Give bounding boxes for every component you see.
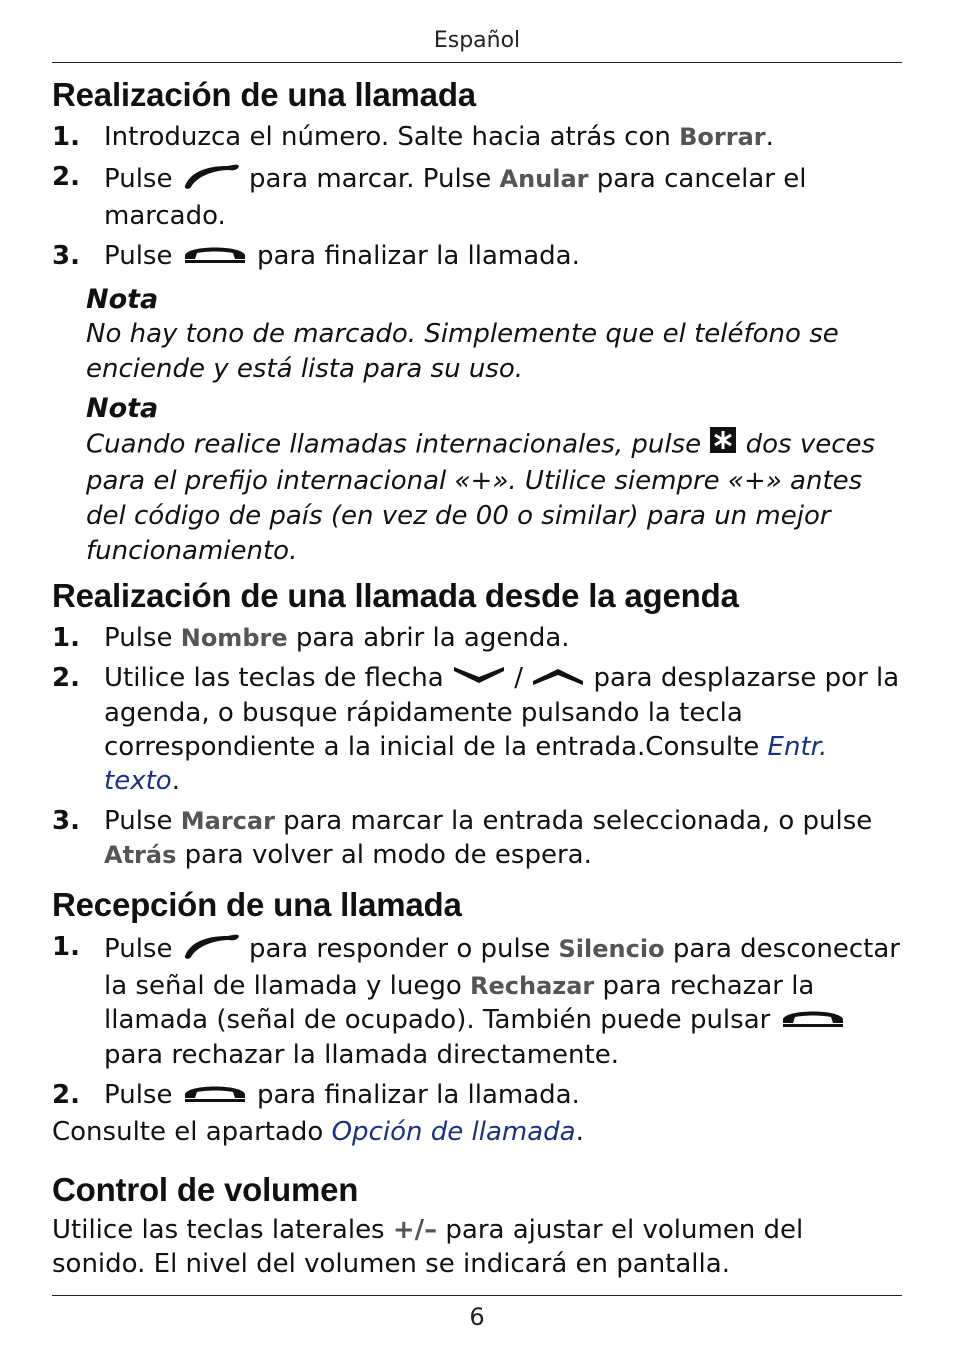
end-call-key-icon xyxy=(181,239,249,274)
step-number: 3. xyxy=(52,805,80,836)
list-item xyxy=(52,239,902,274)
step-text: Utilice las teclas de flecha xyxy=(104,663,452,693)
note-block xyxy=(52,282,902,387)
page-content xyxy=(52,72,902,1281)
note-title: Nota xyxy=(86,393,159,424)
star-key-icon xyxy=(709,426,737,464)
step-text: para finalizar la llamada. xyxy=(248,1079,580,1110)
paragraph-text: para ajustar el volumen del sonido. El nivel del volumen se indicará en pantalla. xyxy=(52,1214,804,1279)
step-text: Pulse xyxy=(104,1079,181,1110)
step-text: para desconectar la señal de llamada y luego xyxy=(104,933,900,1001)
step-text: Pulse xyxy=(104,623,181,653)
softkey-marcar: Marcar xyxy=(180,806,275,835)
step-text: para desplazarse por la agenda, o busque rápidamente pulsando la tecla correspondiente a la inicial de la entrada.Consulte xyxy=(104,663,900,762)
note-text xyxy=(86,426,902,569)
step-text: Pulse xyxy=(104,164,181,194)
receive-steps xyxy=(52,930,902,1113)
step-text: para marcar. Pulse xyxy=(240,164,500,194)
paragraph-text: Utilice las teclas laterales xyxy=(52,1214,393,1245)
note-block xyxy=(52,391,902,569)
list-item xyxy=(52,621,902,655)
link-entr-texto[interactable]: Entr. texto xyxy=(104,731,828,796)
list-item xyxy=(52,804,902,872)
page-header-language: Español xyxy=(433,28,521,53)
step-text: para marcar la entrada seleccionada, o pulse xyxy=(274,805,873,836)
section-title-phonebook: Realización de una llamada desde la agenda xyxy=(52,577,739,614)
step-text: para rechazar la llamada directamente. xyxy=(104,1039,619,1070)
softkey-rechazar: Rechazar xyxy=(470,971,595,1000)
step-text: / xyxy=(505,663,532,693)
step-number: 2. xyxy=(52,1079,80,1110)
note-title: Nota xyxy=(86,284,159,315)
arrow-up-key-icon xyxy=(531,662,585,696)
softkey-atras: Atrás xyxy=(104,840,177,869)
step-text: Pulse xyxy=(104,805,181,836)
step-text: Introduzca el número. Salte hacia atrás con xyxy=(104,122,680,152)
page-number: 6 xyxy=(469,1303,485,1331)
step-number: 1. xyxy=(52,931,80,962)
list-item xyxy=(52,930,902,1072)
step-number: 2. xyxy=(52,663,80,693)
note-text-part: Cuando realice llamadas internacionales, pulse xyxy=(86,429,710,460)
step-text: para rechazar la llamada (señal de ocupado). También puede pulsar xyxy=(104,970,815,1035)
step-number: 3. xyxy=(52,241,80,271)
step-text: para responder o pulse xyxy=(240,933,559,964)
list-item xyxy=(52,661,902,798)
step-text: para cancelar el marcado. xyxy=(104,164,807,231)
call-key-icon xyxy=(181,930,241,969)
see-also-paragraph xyxy=(52,1115,902,1149)
softkey-silencio: Silencio xyxy=(558,934,665,963)
call-steps xyxy=(52,120,902,274)
phonebook-steps xyxy=(52,621,902,872)
list-item xyxy=(52,160,902,233)
softkey-borrar: Borrar xyxy=(679,123,766,151)
step-number: 1. xyxy=(52,623,80,653)
end-call-key-icon xyxy=(181,1078,249,1113)
step-text: . xyxy=(765,122,774,152)
paragraph-text: Consulte el apartado xyxy=(52,1116,332,1147)
step-text: Pulse xyxy=(104,933,181,964)
step-number: 1. xyxy=(52,122,80,152)
section-title-volume: Control de volumen xyxy=(52,1170,359,1208)
step-text: para abrir la agenda. xyxy=(287,623,570,653)
note-text-part: dos veces para el prefijo internacional «+». Utilice siempre «+» antes del código de país (en vez de 00 o similar) para un mejor funcionamiento. xyxy=(86,429,876,566)
section-title-call: Realización de una llamada xyxy=(52,76,476,113)
list-item xyxy=(52,1078,902,1113)
section-title-receive: Recepción de una llamada xyxy=(52,885,462,923)
arrow-down-key-icon xyxy=(452,662,506,696)
softkey-nombre: Nombre xyxy=(180,624,288,652)
list-item xyxy=(52,120,902,154)
end-call-key-icon xyxy=(779,1003,847,1038)
step-text: para finalizar la llamada. xyxy=(248,241,580,271)
link-opcion-de-llamada[interactable]: Opción de llamada xyxy=(331,1116,576,1147)
step-number: 2. xyxy=(52,162,80,192)
header-divider xyxy=(52,62,902,63)
call-key-icon xyxy=(181,160,241,199)
step-text: . xyxy=(171,765,180,796)
step-text: para volver al modo de espera. xyxy=(176,839,592,870)
volume-paragraph xyxy=(52,1213,902,1281)
note-text: No hay tono de marcado. Simplemente que el teléfono se enciende y está lista para su uso. xyxy=(86,319,839,384)
side-keys-label: +/– xyxy=(392,1214,438,1245)
footer-divider xyxy=(52,1295,902,1296)
softkey-anular: Anular xyxy=(499,165,589,193)
step-text: Pulse xyxy=(104,241,181,271)
paragraph-text: . xyxy=(575,1116,584,1147)
